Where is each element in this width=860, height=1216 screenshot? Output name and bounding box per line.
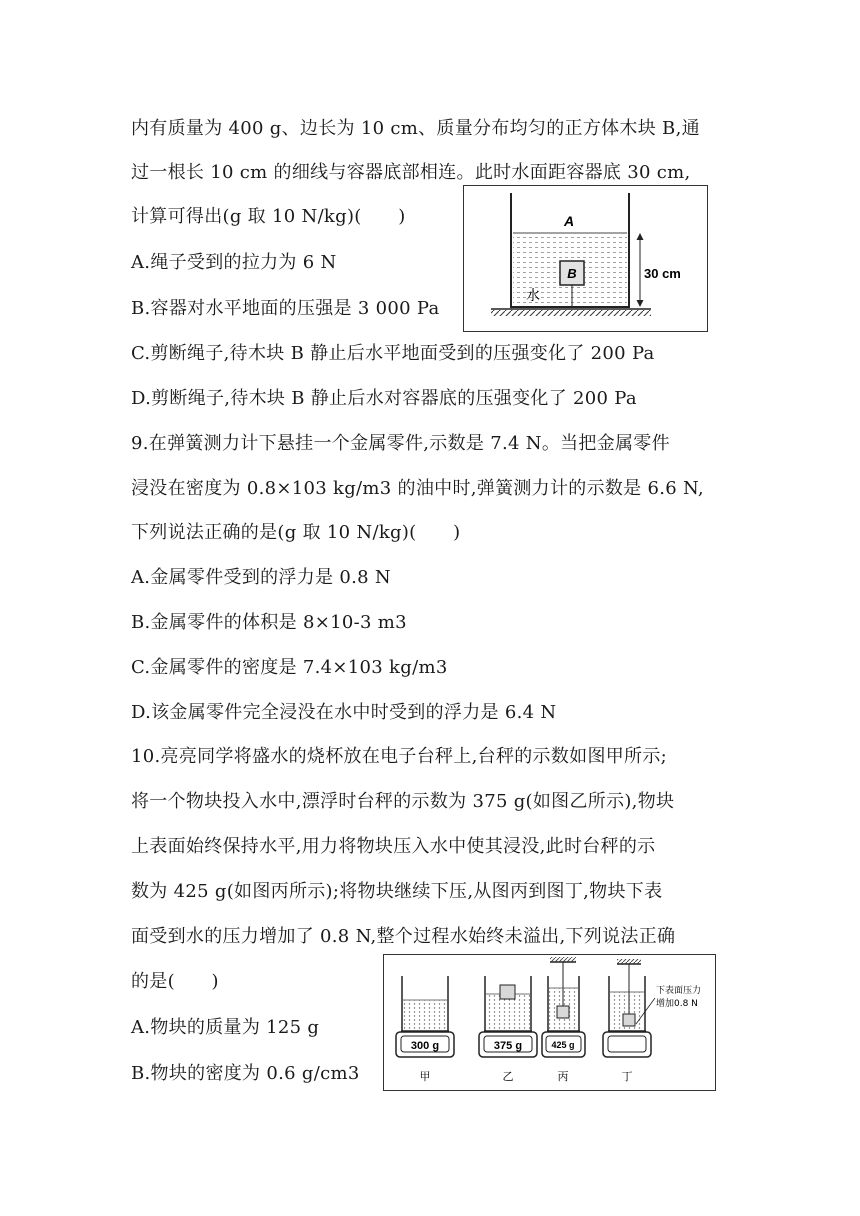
caption-jia: 甲	[419, 1070, 431, 1083]
text-line: 上表面始终保持水平,用力将物块压入水中使其浸没,此时台秤的示	[131, 836, 656, 857]
annotation-line2: 增加0.8 N	[656, 999, 698, 1009]
floating-block	[500, 985, 515, 999]
annotation-line1: 下表面压力	[656, 986, 702, 996]
text-line: 下列说法正确的是(g 取 10 N/kg)( )	[131, 522, 461, 543]
text-line: 内有质量为 400 g、边长为 10 cm、质量分布均匀的正方体木块 B,通	[131, 118, 700, 139]
option-line: B.物块的密度为 0.6 g/cm3	[131, 1063, 360, 1084]
text-line: 的是( )	[131, 971, 219, 992]
text-line: 过一根长 10 cm 的细线与容器底部相连。此时水面距容器底 30 cm,	[131, 162, 691, 183]
option-line: A.金属零件受到的浮力是 0.8 N	[131, 567, 391, 588]
reading-jia: 300 g	[410, 1040, 440, 1052]
caption-ding: 丁	[621, 1070, 633, 1083]
option-line: D.剪断绳子,待木块 B 静止后水对容器底的压强变化了 200 Pa	[131, 388, 637, 409]
caption-bing: 丙	[557, 1070, 569, 1083]
label-a: A	[563, 213, 575, 229]
container-figure	[463, 185, 708, 332]
text-line: 面受到水的压力增加了 0.8 N,整个过程水始终未溢出,下列说法正确	[131, 926, 676, 947]
label-b: B	[567, 266, 577, 281]
label-height: 30 cm	[644, 266, 681, 281]
option-line: A.绳子受到的拉力为 6 N	[131, 252, 337, 273]
pushed-block	[623, 1014, 635, 1026]
scale-bing	[542, 957, 585, 1083]
option-line: D.该金属零件完全浸没在水中时受到的浮力是 6.4 N	[131, 702, 557, 723]
option-line: B.金属零件的体积是 8×10-3 m3	[131, 612, 407, 633]
option-line: A.物块的质量为 125 g	[131, 1017, 320, 1038]
question-9-stem: 9.在弹簧测力计下悬挂一个金属零件,示数是 7.4 N。当把金属零件	[131, 433, 670, 454]
text-line: 浸没在密度为 0.8×103 kg/m3 的油中时,弹簧测力计的示数是 6.6 N,	[131, 478, 704, 499]
scale-ding	[603, 959, 701, 1083]
scale-jia	[396, 976, 454, 1083]
scale-yi	[479, 976, 537, 1083]
question-10-stem: 10.亮亮同学将盛水的烧杯放在电子台秤上,台秤的示数如图甲所示;	[131, 746, 668, 767]
caption-yi: 乙	[502, 1070, 514, 1083]
reading-bing: 425 g	[551, 1040, 575, 1050]
scales-figure	[383, 954, 716, 1091]
submerged-block	[557, 1006, 569, 1018]
label-water: 水	[526, 288, 540, 304]
text-line: 数为 425 g(如图丙所示);将物块继续下压,从图丙到图丁,物块下表	[131, 881, 663, 902]
option-line: B.容器对水平地面的压强是 3 000 Pa	[131, 298, 440, 319]
option-line: C.剪断绳子,待木块 B 静止后水平地面受到的压强变化了 200 Pa	[131, 343, 655, 364]
text-line: 计算可得出(g 取 10 N/kg)( )	[131, 206, 406, 227]
text-line: 将一个物块投入水中,漂浮时台秤的示数为 375 g(如图乙所示),物块	[131, 791, 675, 812]
reading-yi: 375 g	[493, 1040, 523, 1052]
option-line: C.金属零件的密度是 7.4×103 kg/m3	[131, 657, 448, 678]
